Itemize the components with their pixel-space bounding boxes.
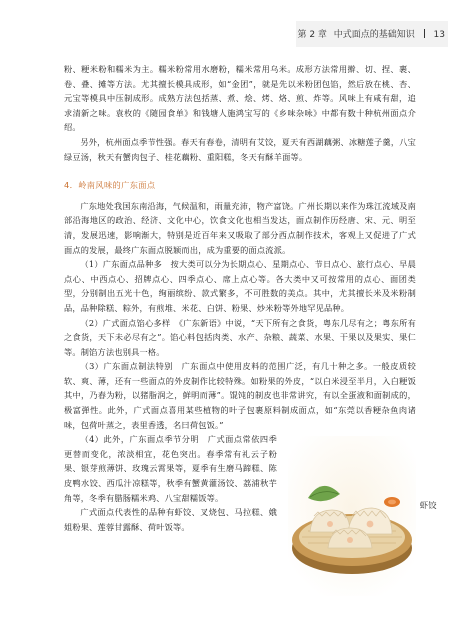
wrapped-text bbox=[64, 432, 277, 534]
header-text bbox=[297, 27, 445, 40]
header-separator bbox=[424, 29, 425, 38]
paragraph-7: （4）此外，广东面点季节分明 广式面点常依四季更替而变化，浓淡相宜，花色突出。春季常有礼云子粉果、银芽煎薄饼、玫瑰云霄果等，夏季有生磨马蹄糕、陈皮鸭水饺、西瓜汁凉糕等，秋季有蟹黄灌汤饺、荔浦秋芋角等，冬季有腊肠糯米鸡、八宝甜糯饭等。 bbox=[64, 434, 277, 503]
page-body bbox=[64, 62, 416, 534]
paragraph-3: 广东地处我国东南沿海，气候温和，雨量充沛，物产富饶。广州长期以来作为珠江流域及南部沿海地区的政治、经济、文化中心，饮食文化也相当发达，面点制作历经唐、宋、元、明至清，发展迅速，影响渐大，特别是近百年来又吸取了部分西点制作技术，客观上又促进了广式面点的发展，最终广东面点脱颖而出，成为重要的面点流派。 bbox=[64, 200, 416, 255]
paragraph-5: （2）广式面点馅心多样 《广东新语》中说，“天下所有之食货，粤东几尽有之；粤东所有之食货，天下未必尽有之”。馅心料包括肉类、水产、杂粮、蔬菜、水果、干果以及果实、果仁等。制馅方法也别具一格。 bbox=[64, 317, 416, 357]
running-header bbox=[0, 21, 455, 47]
shrimp-dumpling-photo bbox=[288, 436, 416, 596]
section-heading: 4．岭南风味的广东面点 bbox=[64, 180, 156, 191]
paragraph-4: （1）广东面点品种多 按大类可以分为长期点心、星期点心、节日点心、旅行点心、早晨点心、中西点心、招牌点心、四季点心、席上点心等。各大类中又可按常用的点心、面团类型，分别制出五光十色，绚丽缤纷、款式繁多，不可胜数的美点。其中，尤其擅长米及米粉制品，品种除糕、粽外，有煎堆、米花、白饼、粉果、炒米粉等外地罕见品种。 bbox=[64, 259, 416, 313]
paragraph-1: 粉、粳米粉和糯米为主。糯米粉常用水磨粉，糯米常用乌米。成形方法常用擀、切、捏、裹、卷、叠、摊等方法。尤其擅长模具成形，如“金团”，就是先以米粉团包馅，然后放在桃、杏、元宝等模具中压制成形。成熟方法包括蒸、煮、烩、烤、烙、煎、炸等。风味上有咸有甜，追求清新之味。袁枚的《随园食单》和钱塘人施鸿宝写的《乡味杂咏》中都有数十种杭州面点介绍。 bbox=[64, 64, 416, 133]
chapter-title: 中式面点的基础知识 bbox=[333, 30, 415, 40]
steamer-illustration bbox=[288, 436, 416, 596]
page-number: 13 bbox=[433, 30, 445, 40]
chapter-number: 第 2 章 bbox=[297, 30, 327, 40]
paragraph-6: （3）广东面点制法特别 广东面点中使用皮料的范围广泛，有几十种之多。一般皮质较软、爽、薄，还有一些面点的外皮制作比较特殊。如粉果的外皮，“以白米浸至半月，入白粳饭其中，乃舂为粉，以猪脂润之，鲜明而薄”。馄饨的制皮也非常讲究，有以全蛋液和面制成的，极富弹性。此外，广式面点喜用某些植物的叶子包裹原料制成面点，如“东莞以香粳杂鱼肉诸味，包荷叶蒸之，表里香透，名曰荷包饭。” bbox=[64, 361, 416, 430]
paragraph-8: 广式面点代表性的品种有虾饺、叉烧包、马拉糕、娥姐粉果、莲蓉甘露酥、荷叶饭等。 bbox=[64, 507, 277, 532]
wrapped-section bbox=[64, 432, 416, 534]
paragraph-2: 另外，杭州面点季节性强。春天有春卷，清明有艾饺，夏天有西湖藕粥、冰糖莲子羹，八宝绿豆汤，秋天有蟹肉包子、桂花藕粉、重阳糕，冬天有酥羊面等。 bbox=[64, 136, 416, 162]
figure-caption: 虾饺 bbox=[419, 500, 437, 510]
